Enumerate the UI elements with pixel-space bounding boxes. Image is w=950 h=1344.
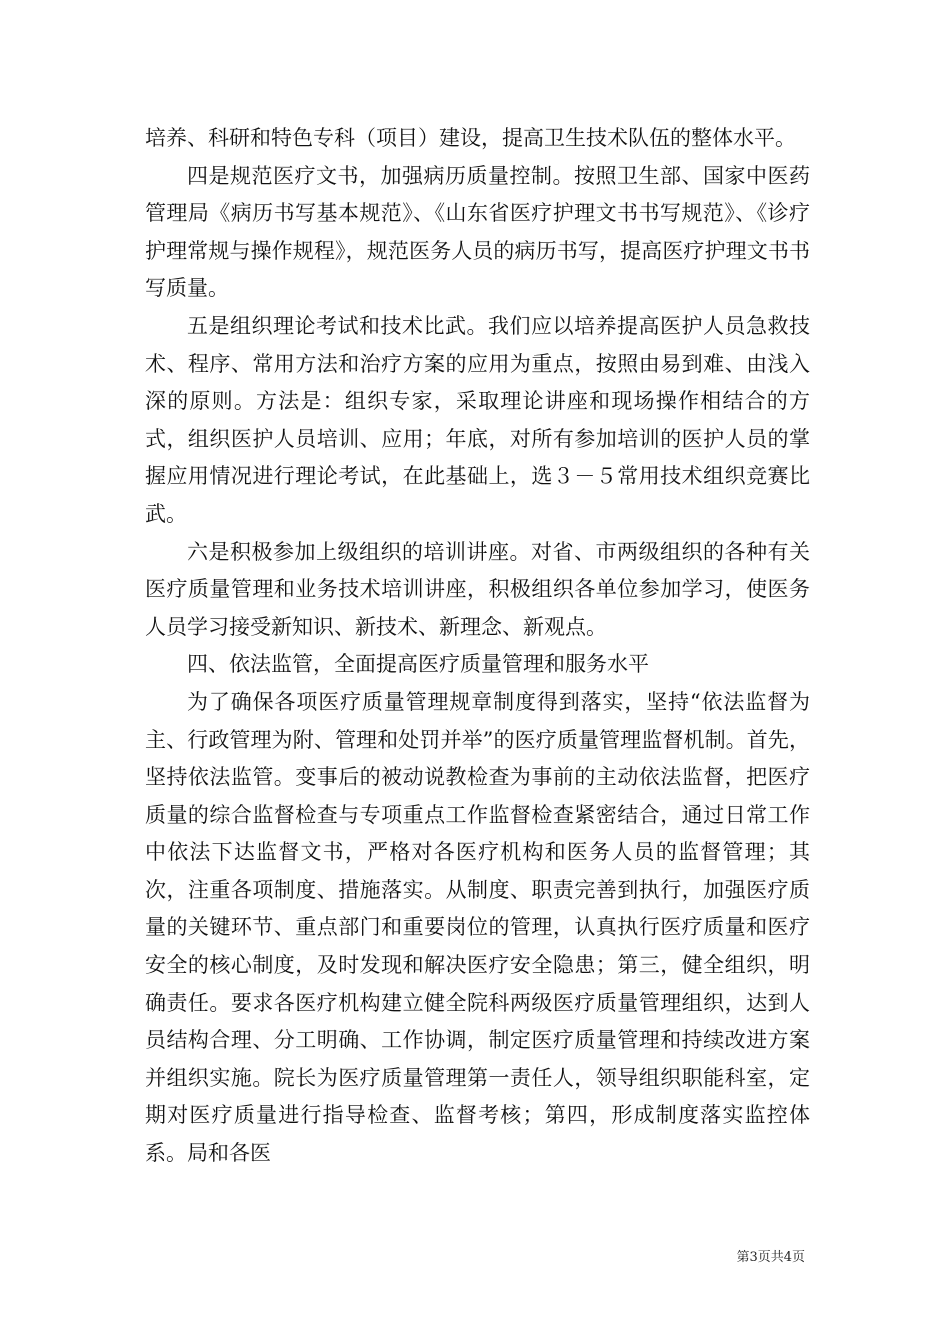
paragraph-2: 四是规范医疗文书，加强病历质量控制。按照卫生部、国家中医药管理局《病历书写基本规范》、《山东省医疗护理文书书写规范》、《诊疗护理常规与操作规程》，规范医务人员的病历书写，提高医疗护理文书书写质量。 (145, 163, 810, 301)
paragraph-1: 培养、科研和特色专科（项目）建设，提高卫生技术队伍的整体水平。 (145, 126, 796, 150)
page-number: 第3页共4页 (736, 1250, 805, 1265)
document-body (145, 120, 810, 1173)
section-heading: 四、依法监管，全面提高医疗质量管理和服务水平 (187, 652, 649, 677)
paragraph-4: 六是积极参加上级组织的培训讲座。对省、市两级组织的各种有关医疗质量管理和业务技术培训讲座，积极组织各单位参加学习，使医务人员学习接受新知识、新技术、新理念、新观点。 (145, 539, 810, 639)
paragraph-5: 为了确保各项医疗质量管理规章制度得到落实，坚持“依法监督为主、行政管理为附、管理和处罚并举”的医疗质量管理监督机制。首先，坚持依法监管。变事后的被动说教检查为事前的主动依法监督，把医疗质量的综合监督检查与专项重点工作监督检查紧密结合，通过日常工作中依法下达监督文书，严格对各医疗机构和医务人员的监督管理；其次，注重各项制度、措施落实。从制度、职责完善到执行，加强医疗质量的关键环节、重点部门和重要岗位的管理，认真执行医疗质量和医疗安全的核心制度，及时发现和解决医疗安全隐患；第三，健全组织，明确责任。要求各医疗机构建立健全院科两级医疗质量管理组织，达到人员结构合理、分工明确、工作协调，制定医疗质量管理和持续改进方案并组织实施。院长为医疗质量管理第一责任人，领导组织职能科室，定期对医疗质量进行指导检查、监督考核；第四，形成制度落实监控体系。局和各医 (145, 689, 810, 1166)
paragraph-3: 五是组织理论考试和技术比武。我们应以培养提高医护人员急救技术、程序、常用方法和治疗方案的应用为重点，按照由易到难、由浅入深的原则。方法是：组织专家，采取理论讲座和现场操作相结合的方式，组织医护人员培训、应用；年底，对所有参加培训的医护人员的掌握应用情况进行理论考试，在此基础上，选３－５常用技术组织竞赛比武。 (145, 313, 810, 526)
